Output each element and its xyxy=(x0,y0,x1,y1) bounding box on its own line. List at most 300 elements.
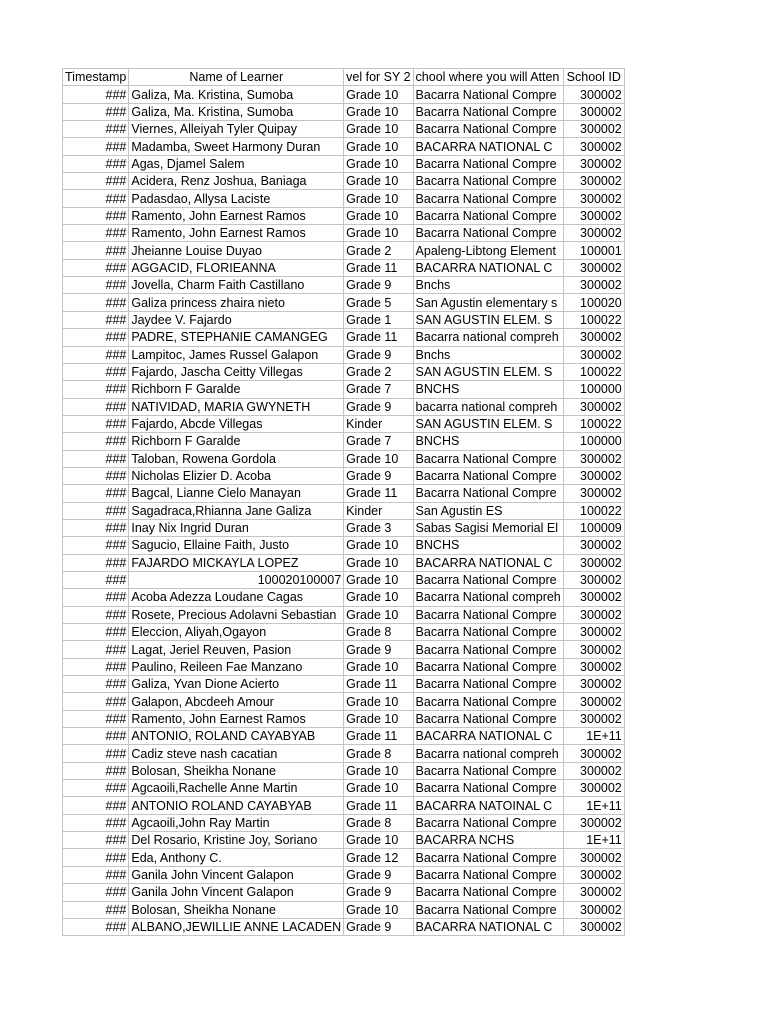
table-body xyxy=(63,86,625,936)
cell-school-id: 300002 xyxy=(563,207,624,224)
cell-timestamp: ### xyxy=(63,832,129,849)
cell-timestamp: ### xyxy=(63,277,129,294)
cell-name: Ganila John Vincent Galapon xyxy=(129,866,344,883)
cell-school: Bacarra National Compre xyxy=(413,676,563,693)
cell-timestamp: ### xyxy=(63,728,129,745)
cell-school: BNCHS xyxy=(413,433,563,450)
cell-school-id: 100022 xyxy=(563,363,624,380)
cell-timestamp: ### xyxy=(63,571,129,588)
cell-timestamp: ### xyxy=(63,814,129,831)
table-row xyxy=(63,415,625,432)
cell-school-id: 300002 xyxy=(563,103,624,120)
cell-grade: Grade 9 xyxy=(344,277,413,294)
cell-school: Bacarra National Compre xyxy=(413,710,563,727)
table-row xyxy=(63,797,625,814)
cell-grade: Grade 10 xyxy=(344,121,413,138)
cell-school: Bacarra National Compre xyxy=(413,225,563,242)
table-row xyxy=(63,485,625,502)
cell-timestamp: ### xyxy=(63,866,129,883)
table-row xyxy=(63,467,625,484)
cell-grade: Grade 10 xyxy=(344,832,413,849)
table-row xyxy=(63,849,625,866)
table-row xyxy=(63,381,625,398)
cell-school: Bacarra National compreh xyxy=(413,589,563,606)
cell-grade: Grade 9 xyxy=(344,398,413,415)
cell-school-id: 300002 xyxy=(563,554,624,571)
cell-school: Bacarra National Compre xyxy=(413,606,563,623)
table-row xyxy=(63,554,625,571)
cell-school-id: 300002 xyxy=(563,121,624,138)
cell-timestamp: ### xyxy=(63,762,129,779)
cell-timestamp: ### xyxy=(63,485,129,502)
table-row xyxy=(63,173,625,190)
cell-timestamp: ### xyxy=(63,433,129,450)
cell-school-id: 300002 xyxy=(563,138,624,155)
cell-school: Bacarra National Compre xyxy=(413,155,563,172)
cell-grade: Grade 10 xyxy=(344,190,413,207)
table-row xyxy=(63,311,625,328)
cell-name: Galapon, Abcdeeh Amour xyxy=(129,693,344,710)
table-row xyxy=(63,103,625,120)
cell-name: Galiza, Ma. Kristina, Sumoba xyxy=(129,103,344,120)
table-row xyxy=(63,728,625,745)
cell-school: Bacarra National Compre xyxy=(413,86,563,103)
cell-timestamp: ### xyxy=(63,173,129,190)
cell-name: Cadiz steve nash cacatian xyxy=(129,745,344,762)
cell-grade: Grade 11 xyxy=(344,485,413,502)
cell-timestamp: ### xyxy=(63,901,129,918)
cell-grade: Grade 12 xyxy=(344,849,413,866)
cell-name: Ramento, John Earnest Ramos xyxy=(129,710,344,727)
table-row xyxy=(63,363,625,380)
cell-school-id: 300002 xyxy=(563,329,624,346)
table-row xyxy=(63,780,625,797)
cell-school-id: 300002 xyxy=(563,814,624,831)
cell-school-id: 100022 xyxy=(563,502,624,519)
cell-school-id: 300002 xyxy=(563,259,624,276)
table-row xyxy=(63,398,625,415)
cell-school: Apaleng-Libtong Element xyxy=(413,242,563,259)
cell-timestamp: ### xyxy=(63,190,129,207)
cell-timestamp: ### xyxy=(63,658,129,675)
cell-school-id: 300002 xyxy=(563,485,624,502)
cell-grade: Grade 11 xyxy=(344,728,413,745)
cell-grade: Grade 9 xyxy=(344,467,413,484)
cell-name: ALBANO,JEWILLIE ANNE LACADEN xyxy=(129,918,344,935)
table-row xyxy=(63,918,625,935)
cell-timestamp: ### xyxy=(63,745,129,762)
cell-school: SAN AGUSTIN ELEM. S xyxy=(413,415,563,432)
cell-school: bacarra national compreh xyxy=(413,398,563,415)
cell-name: Del Rosario, Kristine Joy, Soriano xyxy=(129,832,344,849)
cell-school: Bacarra national compreh xyxy=(413,745,563,762)
cell-school: Bacarra National Compre xyxy=(413,658,563,675)
cell-name: Eda, Anthony C. xyxy=(129,849,344,866)
cell-school-id: 300002 xyxy=(563,537,624,554)
cell-school: BACARRA NATIONAL C xyxy=(413,138,563,155)
cell-school-id: 1E+11 xyxy=(563,832,624,849)
cell-school-id: 300002 xyxy=(563,571,624,588)
cell-school-id: 100001 xyxy=(563,242,624,259)
cell-school-id: 300002 xyxy=(563,398,624,415)
cell-timestamp: ### xyxy=(63,242,129,259)
cell-timestamp: ### xyxy=(63,207,129,224)
cell-grade: Grade 11 xyxy=(344,676,413,693)
table-row xyxy=(63,294,625,311)
cell-name: ANTONIO, ROLAND CAYABYAB xyxy=(129,728,344,745)
cell-school: Bacarra National Compre xyxy=(413,814,563,831)
cell-timestamp: ### xyxy=(63,537,129,554)
cell-school: Sabas Sagisi Memorial El xyxy=(413,519,563,536)
cell-name: Paulino, Reileen Fae Manzano xyxy=(129,658,344,675)
cell-school-id: 300002 xyxy=(563,918,624,935)
cell-school: BACARRA NATOINAL C xyxy=(413,797,563,814)
cell-school: Bacarra National Compre xyxy=(413,485,563,502)
cell-school: Bacarra national compreh xyxy=(413,329,563,346)
table-row xyxy=(63,884,625,901)
cell-timestamp: ### xyxy=(63,780,129,797)
cell-grade: Grade 10 xyxy=(344,710,413,727)
table-row xyxy=(63,190,625,207)
table-row xyxy=(63,433,625,450)
header-timestamp: Timestamp xyxy=(63,69,129,86)
table-row xyxy=(63,121,625,138)
cell-school: Bacarra National Compre xyxy=(413,884,563,901)
cell-timestamp: ### xyxy=(63,918,129,935)
cell-school-id: 1E+11 xyxy=(563,797,624,814)
cell-grade: Grade 5 xyxy=(344,294,413,311)
cell-name: Agcaoili,John Ray Martin xyxy=(129,814,344,831)
header-school: chool where you will Atten xyxy=(413,69,563,86)
cell-grade: Grade 10 xyxy=(344,571,413,588)
table-row xyxy=(63,571,625,588)
cell-grade: Grade 10 xyxy=(344,103,413,120)
cell-school: San Agustin elementary s xyxy=(413,294,563,311)
cell-name: Richborn F Garalde xyxy=(129,433,344,450)
cell-grade: Grade 2 xyxy=(344,242,413,259)
cell-school-id: 300002 xyxy=(563,762,624,779)
table-row xyxy=(63,745,625,762)
cell-name: Sagucio, Ellaine Faith, Justo xyxy=(129,537,344,554)
cell-school: Bacarra National Compre xyxy=(413,762,563,779)
cell-name: Fajardo, Jascha Ceitty Villegas xyxy=(129,363,344,380)
table-row xyxy=(63,624,625,641)
cell-name: Eleccion, Aliyah,Ogayon xyxy=(129,624,344,641)
table-row xyxy=(63,242,625,259)
cell-grade: Grade 10 xyxy=(344,693,413,710)
table-row xyxy=(63,814,625,831)
cell-timestamp: ### xyxy=(63,329,129,346)
cell-name: Bolosan, Sheikha Nonane xyxy=(129,762,344,779)
cell-school: Bacarra National Compre xyxy=(413,849,563,866)
cell-school: Bacarra National Compre xyxy=(413,103,563,120)
cell-name: Viernes, Alleiyah Tyler Quipay xyxy=(129,121,344,138)
table-row xyxy=(63,86,625,103)
cell-school: Bacarra National Compre xyxy=(413,450,563,467)
cell-school: Bacarra National Compre xyxy=(413,901,563,918)
cell-timestamp: ### xyxy=(63,86,129,103)
cell-grade: Grade 8 xyxy=(344,624,413,641)
cell-school-id: 300002 xyxy=(563,745,624,762)
table-row xyxy=(63,519,625,536)
cell-grade: Grade 10 xyxy=(344,173,413,190)
cell-timestamp: ### xyxy=(63,121,129,138)
cell-timestamp: ### xyxy=(63,346,129,363)
cell-name: Lampitoc, James Russel Galapon xyxy=(129,346,344,363)
cell-grade: Grade 10 xyxy=(344,589,413,606)
table-row xyxy=(63,502,625,519)
cell-school-id: 300002 xyxy=(563,606,624,623)
cell-timestamp: ### xyxy=(63,450,129,467)
cell-name: Sagadraca,Rhianna Jane Galiza xyxy=(129,502,344,519)
cell-school-id: 100000 xyxy=(563,433,624,450)
cell-school: Bacarra National Compre xyxy=(413,641,563,658)
table-row xyxy=(63,207,625,224)
cell-school: Bacarra National Compre xyxy=(413,624,563,641)
cell-timestamp: ### xyxy=(63,502,129,519)
cell-name: NATIVIDAD, MARIA GWYNETH xyxy=(129,398,344,415)
cell-school-id: 300002 xyxy=(563,866,624,883)
cell-timestamp: ### xyxy=(63,294,129,311)
cell-school-id: 100009 xyxy=(563,519,624,536)
cell-name: Fajardo, Abcde Villegas xyxy=(129,415,344,432)
table-row xyxy=(63,676,625,693)
cell-grade: Grade 3 xyxy=(344,519,413,536)
header-name: Name of Learner xyxy=(129,69,344,86)
cell-school-id: 300002 xyxy=(563,624,624,641)
cell-grade: Grade 8 xyxy=(344,745,413,762)
cell-school-id: 300002 xyxy=(563,849,624,866)
cell-school: San Agustin ES xyxy=(413,502,563,519)
cell-school-id: 300002 xyxy=(563,676,624,693)
header-grade: vel for SY 2 xyxy=(344,69,413,86)
cell-school: SAN AGUSTIN ELEM. S xyxy=(413,311,563,328)
cell-grade: Grade 10 xyxy=(344,225,413,242)
cell-school: BACARRA NCHS xyxy=(413,832,563,849)
cell-timestamp: ### xyxy=(63,710,129,727)
cell-school-id: 300002 xyxy=(563,901,624,918)
cell-school-id: 300002 xyxy=(563,658,624,675)
cell-name: Jovella, Charm Faith Castillano xyxy=(129,277,344,294)
header-school-id: School ID xyxy=(563,69,624,86)
cell-school-id: 300002 xyxy=(563,225,624,242)
table-row xyxy=(63,901,625,918)
cell-name: Acidera, Renz Joshua, Baniaga xyxy=(129,173,344,190)
cell-grade: Grade 10 xyxy=(344,780,413,797)
cell-school: Bacarra National Compre xyxy=(413,780,563,797)
cell-grade: Grade 10 xyxy=(344,658,413,675)
cell-timestamp: ### xyxy=(63,676,129,693)
cell-school: BACARRA NATIONAL C xyxy=(413,728,563,745)
table-row xyxy=(63,450,625,467)
cell-name: Galiza, Yvan Dione Acierto xyxy=(129,676,344,693)
cell-timestamp: ### xyxy=(63,606,129,623)
cell-grade: Kinder xyxy=(344,415,413,432)
cell-timestamp: ### xyxy=(63,519,129,536)
learner-table xyxy=(62,68,625,936)
cell-name: Ganila John Vincent Galapon xyxy=(129,884,344,901)
cell-timestamp: ### xyxy=(63,103,129,120)
cell-grade: Grade 7 xyxy=(344,433,413,450)
cell-school: Bacarra National Compre xyxy=(413,571,563,588)
cell-name: Richborn F Garalde xyxy=(129,381,344,398)
cell-name: Jheianne Louise Duyao xyxy=(129,242,344,259)
cell-school-id: 300002 xyxy=(563,693,624,710)
cell-name: PADRE, STEPHANIE CAMANGEG xyxy=(129,329,344,346)
cell-timestamp: ### xyxy=(63,225,129,242)
cell-school-id: 100020 xyxy=(563,294,624,311)
cell-school: BNCHS xyxy=(413,537,563,554)
cell-grade: Kinder xyxy=(344,502,413,519)
cell-grade: Grade 10 xyxy=(344,606,413,623)
cell-timestamp: ### xyxy=(63,398,129,415)
cell-school: Bacarra National Compre xyxy=(413,190,563,207)
cell-name: Taloban, Rowena Gordola xyxy=(129,450,344,467)
cell-grade: Grade 2 xyxy=(344,363,413,380)
cell-school: Bacarra National Compre xyxy=(413,866,563,883)
cell-grade: Grade 9 xyxy=(344,918,413,935)
cell-timestamp: ### xyxy=(63,363,129,380)
cell-timestamp: ### xyxy=(63,311,129,328)
cell-grade: Grade 7 xyxy=(344,381,413,398)
cell-name: AGGACID, FLORIEANNA xyxy=(129,259,344,276)
cell-name: Bagcal, Lianne Cielo Manayan xyxy=(129,485,344,502)
cell-grade: Grade 11 xyxy=(344,797,413,814)
cell-grade: Grade 10 xyxy=(344,207,413,224)
cell-school-id: 300002 xyxy=(563,346,624,363)
table-row xyxy=(63,710,625,727)
cell-timestamp: ### xyxy=(63,155,129,172)
table-row xyxy=(63,641,625,658)
cell-school: Bacarra National Compre xyxy=(413,467,563,484)
cell-name: Acoba Adezza Loudane Cagas xyxy=(129,589,344,606)
cell-timestamp: ### xyxy=(63,259,129,276)
cell-timestamp: ### xyxy=(63,797,129,814)
table-row xyxy=(63,658,625,675)
table-row xyxy=(63,832,625,849)
cell-timestamp: ### xyxy=(63,641,129,658)
cell-grade: Grade 10 xyxy=(344,901,413,918)
cell-name: 100020100007 xyxy=(129,571,344,588)
cell-name: Ramento, John Earnest Ramos xyxy=(129,207,344,224)
cell-grade: Grade 10 xyxy=(344,155,413,172)
cell-timestamp: ### xyxy=(63,381,129,398)
cell-timestamp: ### xyxy=(63,589,129,606)
cell-name: Lagat, Jeriel Reuven, Pasion xyxy=(129,641,344,658)
cell-school: Bnchs xyxy=(413,346,563,363)
cell-school-id: 300002 xyxy=(563,467,624,484)
cell-school: BNCHS xyxy=(413,381,563,398)
cell-name: Agcaoili,Rachelle Anne Martin xyxy=(129,780,344,797)
cell-school-id: 1E+11 xyxy=(563,728,624,745)
cell-school-id: 300002 xyxy=(563,86,624,103)
cell-school: Bacarra National Compre xyxy=(413,173,563,190)
cell-timestamp: ### xyxy=(63,138,129,155)
header-row xyxy=(63,69,625,86)
cell-grade: Grade 10 xyxy=(344,537,413,554)
table-row xyxy=(63,346,625,363)
cell-name: Jaydee V. Fajardo xyxy=(129,311,344,328)
cell-grade: Grade 9 xyxy=(344,866,413,883)
cell-name: Galiza, Ma. Kristina, Sumoba xyxy=(129,86,344,103)
cell-school-id: 300002 xyxy=(563,155,624,172)
cell-timestamp: ### xyxy=(63,884,129,901)
cell-school-id: 300002 xyxy=(563,589,624,606)
cell-school-id: 300002 xyxy=(563,173,624,190)
table-row xyxy=(63,155,625,172)
cell-school-id: 100000 xyxy=(563,381,624,398)
cell-name: Inay Nix Ingrid Duran xyxy=(129,519,344,536)
cell-name: Agas, Djamel Salem xyxy=(129,155,344,172)
cell-timestamp: ### xyxy=(63,467,129,484)
table-row xyxy=(63,589,625,606)
cell-name: FAJARDO MICKAYLA LOPEZ xyxy=(129,554,344,571)
cell-grade: Grade 8 xyxy=(344,814,413,831)
table-row xyxy=(63,259,625,276)
cell-timestamp: ### xyxy=(63,415,129,432)
cell-school: Bacarra National Compre xyxy=(413,121,563,138)
cell-grade: Grade 10 xyxy=(344,554,413,571)
table-row xyxy=(63,537,625,554)
cell-grade: Grade 10 xyxy=(344,86,413,103)
cell-school: SAN AGUSTIN ELEM. S xyxy=(413,363,563,380)
cell-name: ANTONIO ROLAND CAYABYAB xyxy=(129,797,344,814)
cell-school-id: 300002 xyxy=(563,450,624,467)
cell-name: Madamba, Sweet Harmony Duran xyxy=(129,138,344,155)
table-row xyxy=(63,277,625,294)
table-row xyxy=(63,866,625,883)
cell-timestamp: ### xyxy=(63,849,129,866)
table-row xyxy=(63,225,625,242)
cell-timestamp: ### xyxy=(63,624,129,641)
cell-grade: Grade 11 xyxy=(344,329,413,346)
cell-school-id: 100022 xyxy=(563,415,624,432)
cell-school: BACARRA NATIONAL C xyxy=(413,554,563,571)
cell-grade: Grade 11 xyxy=(344,259,413,276)
table-row xyxy=(63,693,625,710)
cell-school-id: 300002 xyxy=(563,884,624,901)
cell-school-id: 300002 xyxy=(563,641,624,658)
cell-grade: Grade 10 xyxy=(344,762,413,779)
cell-name: Galiza princess zhaira nieto xyxy=(129,294,344,311)
cell-timestamp: ### xyxy=(63,554,129,571)
cell-name: Padasdao, Allysa Laciste xyxy=(129,190,344,207)
cell-school-id: 300002 xyxy=(563,710,624,727)
cell-name: Rosete, Precious Adolavni Sebastian xyxy=(129,606,344,623)
cell-name: Bolosan, Sheikha Nonane xyxy=(129,901,344,918)
cell-school: Bacarra National Compre xyxy=(413,207,563,224)
cell-grade: Grade 10 xyxy=(344,450,413,467)
cell-grade: Grade 9 xyxy=(344,641,413,658)
cell-school: BACARRA NATIONAL C xyxy=(413,918,563,935)
cell-grade: Grade 10 xyxy=(344,138,413,155)
cell-school-id: 100022 xyxy=(563,311,624,328)
cell-school-id: 300002 xyxy=(563,190,624,207)
cell-school: Bnchs xyxy=(413,277,563,294)
cell-grade: Grade 1 xyxy=(344,311,413,328)
cell-timestamp: ### xyxy=(63,693,129,710)
table-row xyxy=(63,329,625,346)
cell-name: Nicholas Elizier D. Acoba xyxy=(129,467,344,484)
cell-grade: Grade 9 xyxy=(344,884,413,901)
cell-school-id: 300002 xyxy=(563,780,624,797)
table-row xyxy=(63,762,625,779)
table-row xyxy=(63,606,625,623)
cell-name: Ramento, John Earnest Ramos xyxy=(129,225,344,242)
cell-school: Bacarra National Compre xyxy=(413,693,563,710)
cell-school: BACARRA NATIONAL C xyxy=(413,259,563,276)
cell-school-id: 300002 xyxy=(563,277,624,294)
